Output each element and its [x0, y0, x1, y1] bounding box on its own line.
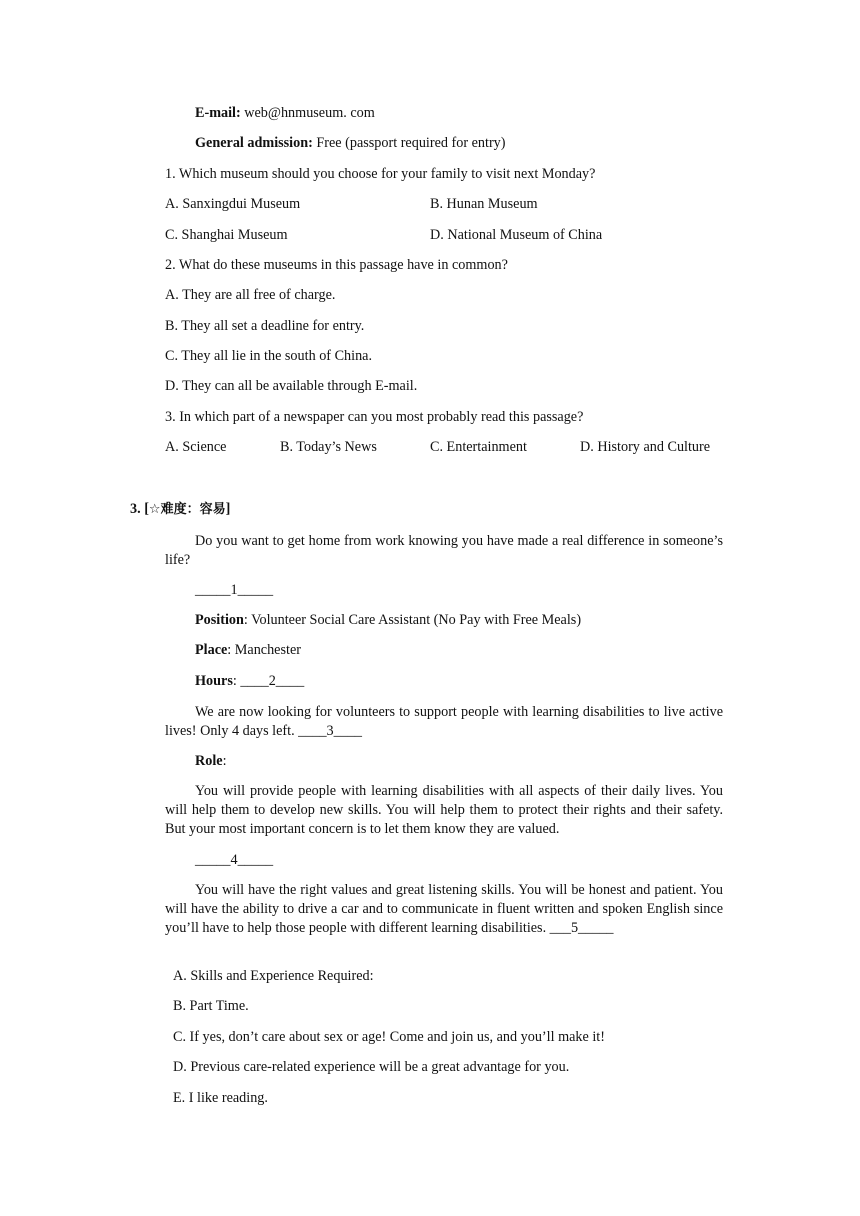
skills-paragraph: You will have the right values and great listening skills. You will be honest and patient. You will have the ability to drive a car and to communicate in fluent written and spoken English since you’ll have to help those people with different learning disabilities. ___5_____ [165, 882, 723, 936]
question-2-option-d: D. They can all be available through E-mail. [165, 378, 418, 394]
hours-value: : ____2____ [232, 673, 305, 689]
question-2: 2. What do these museums in this passage have in common? [165, 257, 508, 273]
answer-option-b: B. Part Time. [173, 998, 249, 1014]
answer-option-e: E. I like reading. [173, 1090, 268, 1106]
email-label: E-mail: [195, 105, 241, 121]
answer-option-d: D. Previous care-related experience will be a great advantage for you. [173, 1059, 570, 1075]
email-value: web@hnmuseum. com [240, 105, 375, 121]
question-3-option-a: A. Science [165, 439, 227, 455]
section-bracket-open: [ [140, 501, 149, 517]
position-line [195, 611, 581, 630]
question-2-option-a: A. They are all free of charge. [165, 287, 336, 303]
hours-label: Hours [195, 673, 233, 689]
place-line [195, 641, 301, 660]
question-2-option-b: B. They all set a deadline for entry. [165, 318, 365, 334]
role-paragraph: You will provide people with learning disabilities with all aspects of their daily lives. You will help them to develop new skills. You will help them to protect their rights and their safety. But your most important concern is to let them know they are valued. [165, 783, 723, 837]
section-heading [130, 500, 230, 519]
intro-paragraph: Do you want to get home from work knowing you have made a real difference in someone’s life? [165, 533, 723, 568]
admission-line [195, 134, 505, 153]
question-3-option-c: C. Entertainment [430, 439, 527, 455]
admission-label: General admission: [195, 135, 313, 151]
email-line [195, 104, 375, 123]
hours-line [195, 672, 304, 691]
answer-option-a: A. Skills and Experience Required: [173, 968, 374, 984]
question-2-option-c: C. They all lie in the south of China. [165, 348, 373, 364]
role-line [195, 752, 227, 771]
question-1-option-b: B. Hunan Museum [430, 196, 538, 212]
place-value: : Manchester [227, 642, 301, 658]
question-3: 3. In which part of a newspaper can you most probably read this passage? [165, 409, 584, 425]
question-1-option-c: C. Shanghai Museum [165, 227, 288, 243]
question-1-option-d: D. National Museum of China [430, 227, 603, 243]
position-label: Position [195, 612, 244, 628]
looking-paragraph: We are now looking for volunteers to support people with learning disabilities to live active lives! Only 4 days left. ____3____ [165, 704, 723, 739]
blank-4: _____4_____ [195, 852, 274, 868]
admission-value: Free (passport required for entry) [312, 135, 506, 151]
question-1: 1. Which museum should you choose for your family to visit next Monday? [165, 166, 596, 182]
role-label: Role [195, 753, 223, 769]
position-value: : Volunteer Social Care Assistant (No Pay with Free Meals) [243, 612, 582, 628]
answer-option-c: C. If yes, don’t care about sex or age! Come and join us, and you’ll make it! [173, 1029, 605, 1045]
section-bracket-close: ] [225, 501, 231, 517]
question-1-option-a: A. Sanxingdui Museum [165, 196, 301, 212]
place-label: Place [195, 642, 228, 658]
question-3-option-d: D. History and Culture [580, 439, 711, 455]
role-colon: : [222, 753, 227, 769]
difficulty-label: ☆难度：容易 [148, 502, 226, 517]
question-3-option-b: B. Today’s News [280, 439, 377, 455]
section-number: 3. [130, 501, 141, 517]
blank-1: _____1_____ [195, 582, 274, 598]
